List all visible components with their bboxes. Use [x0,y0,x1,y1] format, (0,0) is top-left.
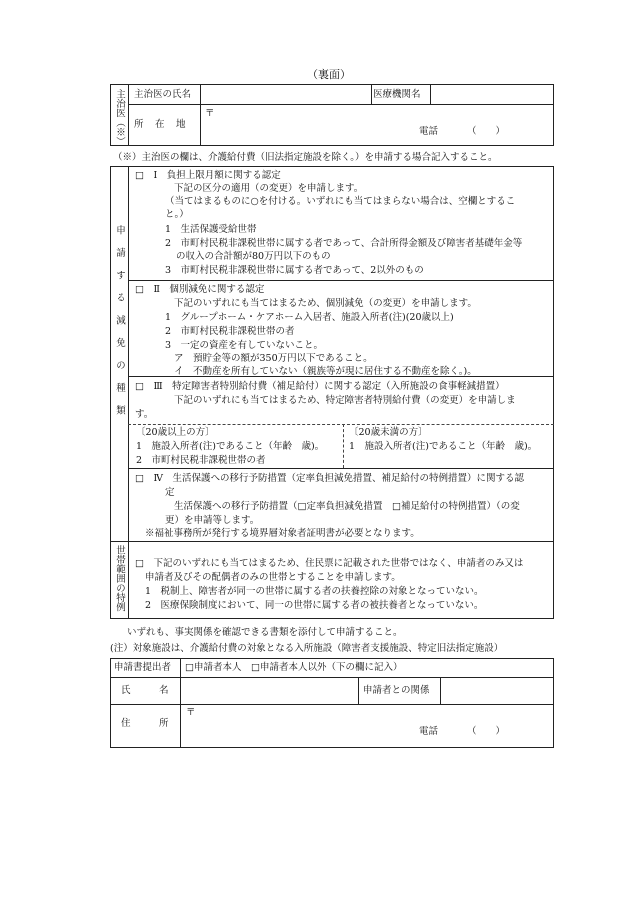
section-3-line: す。 [135,409,154,420]
section-2-subitem-a: ア 預貯金等の額が350万円以下であること。 [174,353,373,364]
section-4-line: 更）を申請等します。 [165,515,260,526]
household-side-label: 世帯範囲の特例 [114,545,125,612]
section-2-item-3: 3 一定の資産を有していないこと。 [165,340,324,351]
section-2-subitem-i: イ 不動産を所有していない（親族等が現に居住する不動産を除く。)。 [174,366,477,377]
under20-item-1: 1 施設入所者(注)であること（年齢 歳)。 [349,441,538,452]
facility-note: (注）対象施設は、介護給付費の対象となる入所施設（障害者支援施設、特定旧法指定施設） [110,643,504,654]
section-1-option-2: 2 市町村民税非課税世帯に属する者であって、合計所得金額及び障害者基礎年金等 [165,238,523,249]
household-item-1: 1 税制上、障害者が同一の世帯に属する者の扶養控除の対象となっていない。 [145,586,484,597]
section-3-head[interactable]: □ Ⅲ 特定障害者特別給付費（補足給付）に関する認定（入所施設の食事軽減措置） [135,381,505,392]
over20-label: 〔20歳以上の方〕 [136,427,215,438]
submitter-phone-paren: （ ） [467,726,506,737]
household-line-2: 申請者及びその配偶者のみの世帯とすることを申請します。 [145,572,401,583]
section-2-item-2: 2 市町村民税非課税世帯の者 [165,326,295,337]
doctor-address-label: 所 在 地 [134,119,187,130]
doctor-postal-mark: 〒 [205,108,215,119]
section-4-head-cont: 定 [165,487,175,498]
household-item-2: 2 医療保険制度において、同一の世帯に属する者の被扶養者となっていない。 [145,600,484,611]
section-2-item-1: 1 グループホーム・ケアホーム入居者、施設入所者(注)(20歳以上) [165,312,454,323]
reduction-side-label: 申請する減免の種類 [114,225,125,428]
section-1-option-3: 3 市町村民税非課税世帯に属する者であって、2以外のもの [165,265,424,276]
section-3-line: 下記のいずれにも当てはまるため、特定障害者特別給付費（の変更）を申請しま [174,395,516,406]
section-4-head[interactable]: □ Ⅳ 生活保護への移行予防措置（定率負担減免措置、補足給付の特例措置）に関する認 [135,473,524,484]
submitter-postal-mark: 〒 [186,707,196,718]
institution-label: 医療機関名 [373,89,421,100]
section-1-line: （当てはまるものに○を付ける。いずれにも当てはまらない場合は、空欄とするこ [165,196,516,207]
submitter-address-label: 住 所 [121,718,169,729]
attachment-note: いずれも、事実関係を確認できる書類を添付して申請すること。 [127,627,403,638]
doctor-name-label: 主治医の氏名 [134,89,192,100]
over20-item-1: 1 施設入所者(注)であること（年齢 歳)。 [136,441,325,452]
section-1-line: の収入の合計額が80万円以下のもの [176,251,331,262]
household-line-1[interactable]: □ 下記のいずれにも当てはまるため、住民票に記載された世帯ではなく、申請者のみ又は [135,558,524,569]
over20-item-2: 2 市町村民税非課税世帯の者 [136,455,266,466]
section-1-line: 下記の区分の適用（の変更）を申請します。 [174,183,364,194]
section-2-head[interactable]: □ Ⅱ 個別減免に関する認定 [135,284,265,295]
under20-label: 〔20歳未満の方〕 [349,427,428,438]
doctor-note: （※）主治医の欄は、介護給付費（旧法指定施設を除く。）を申請する場合記入すること。 [113,152,498,163]
section-1-head[interactable]: □ Ⅰ 負担上限月額に関する認定 [135,170,281,181]
submitter-phone-label: 電話 [419,726,439,737]
doctor-side-label: 主治医（※） [114,89,125,146]
submitter-label: 申請書提出者 [114,662,172,673]
section-1-option-1: 1 生活保護受給世帯 [165,224,257,235]
submitter-options[interactable]: □申請者本人 □申請者本人以外（下の欄に記入） [185,662,403,673]
submitter-name-label: 氏 名 [121,685,169,696]
section-1-line: と。） [165,209,189,220]
section-2-line: 下記のいずれにも当てはまるため、個別減免（の変更）を申請します。 [174,298,477,309]
section-4-note: ※福祉事務所が発行する境界層対象者証明書が必要となります。 [145,528,420,539]
doctor-phone-label: 電話 [419,126,439,137]
relation-label: 申請者との関係 [363,685,430,696]
doctor-phone-paren: （ ） [467,126,506,137]
section-4-line: 生活保護への移行予防措置（□定率負担減免措置 □補足給付の特例措置）（の変 [174,501,520,512]
page-title: （裏面） [307,68,351,81]
